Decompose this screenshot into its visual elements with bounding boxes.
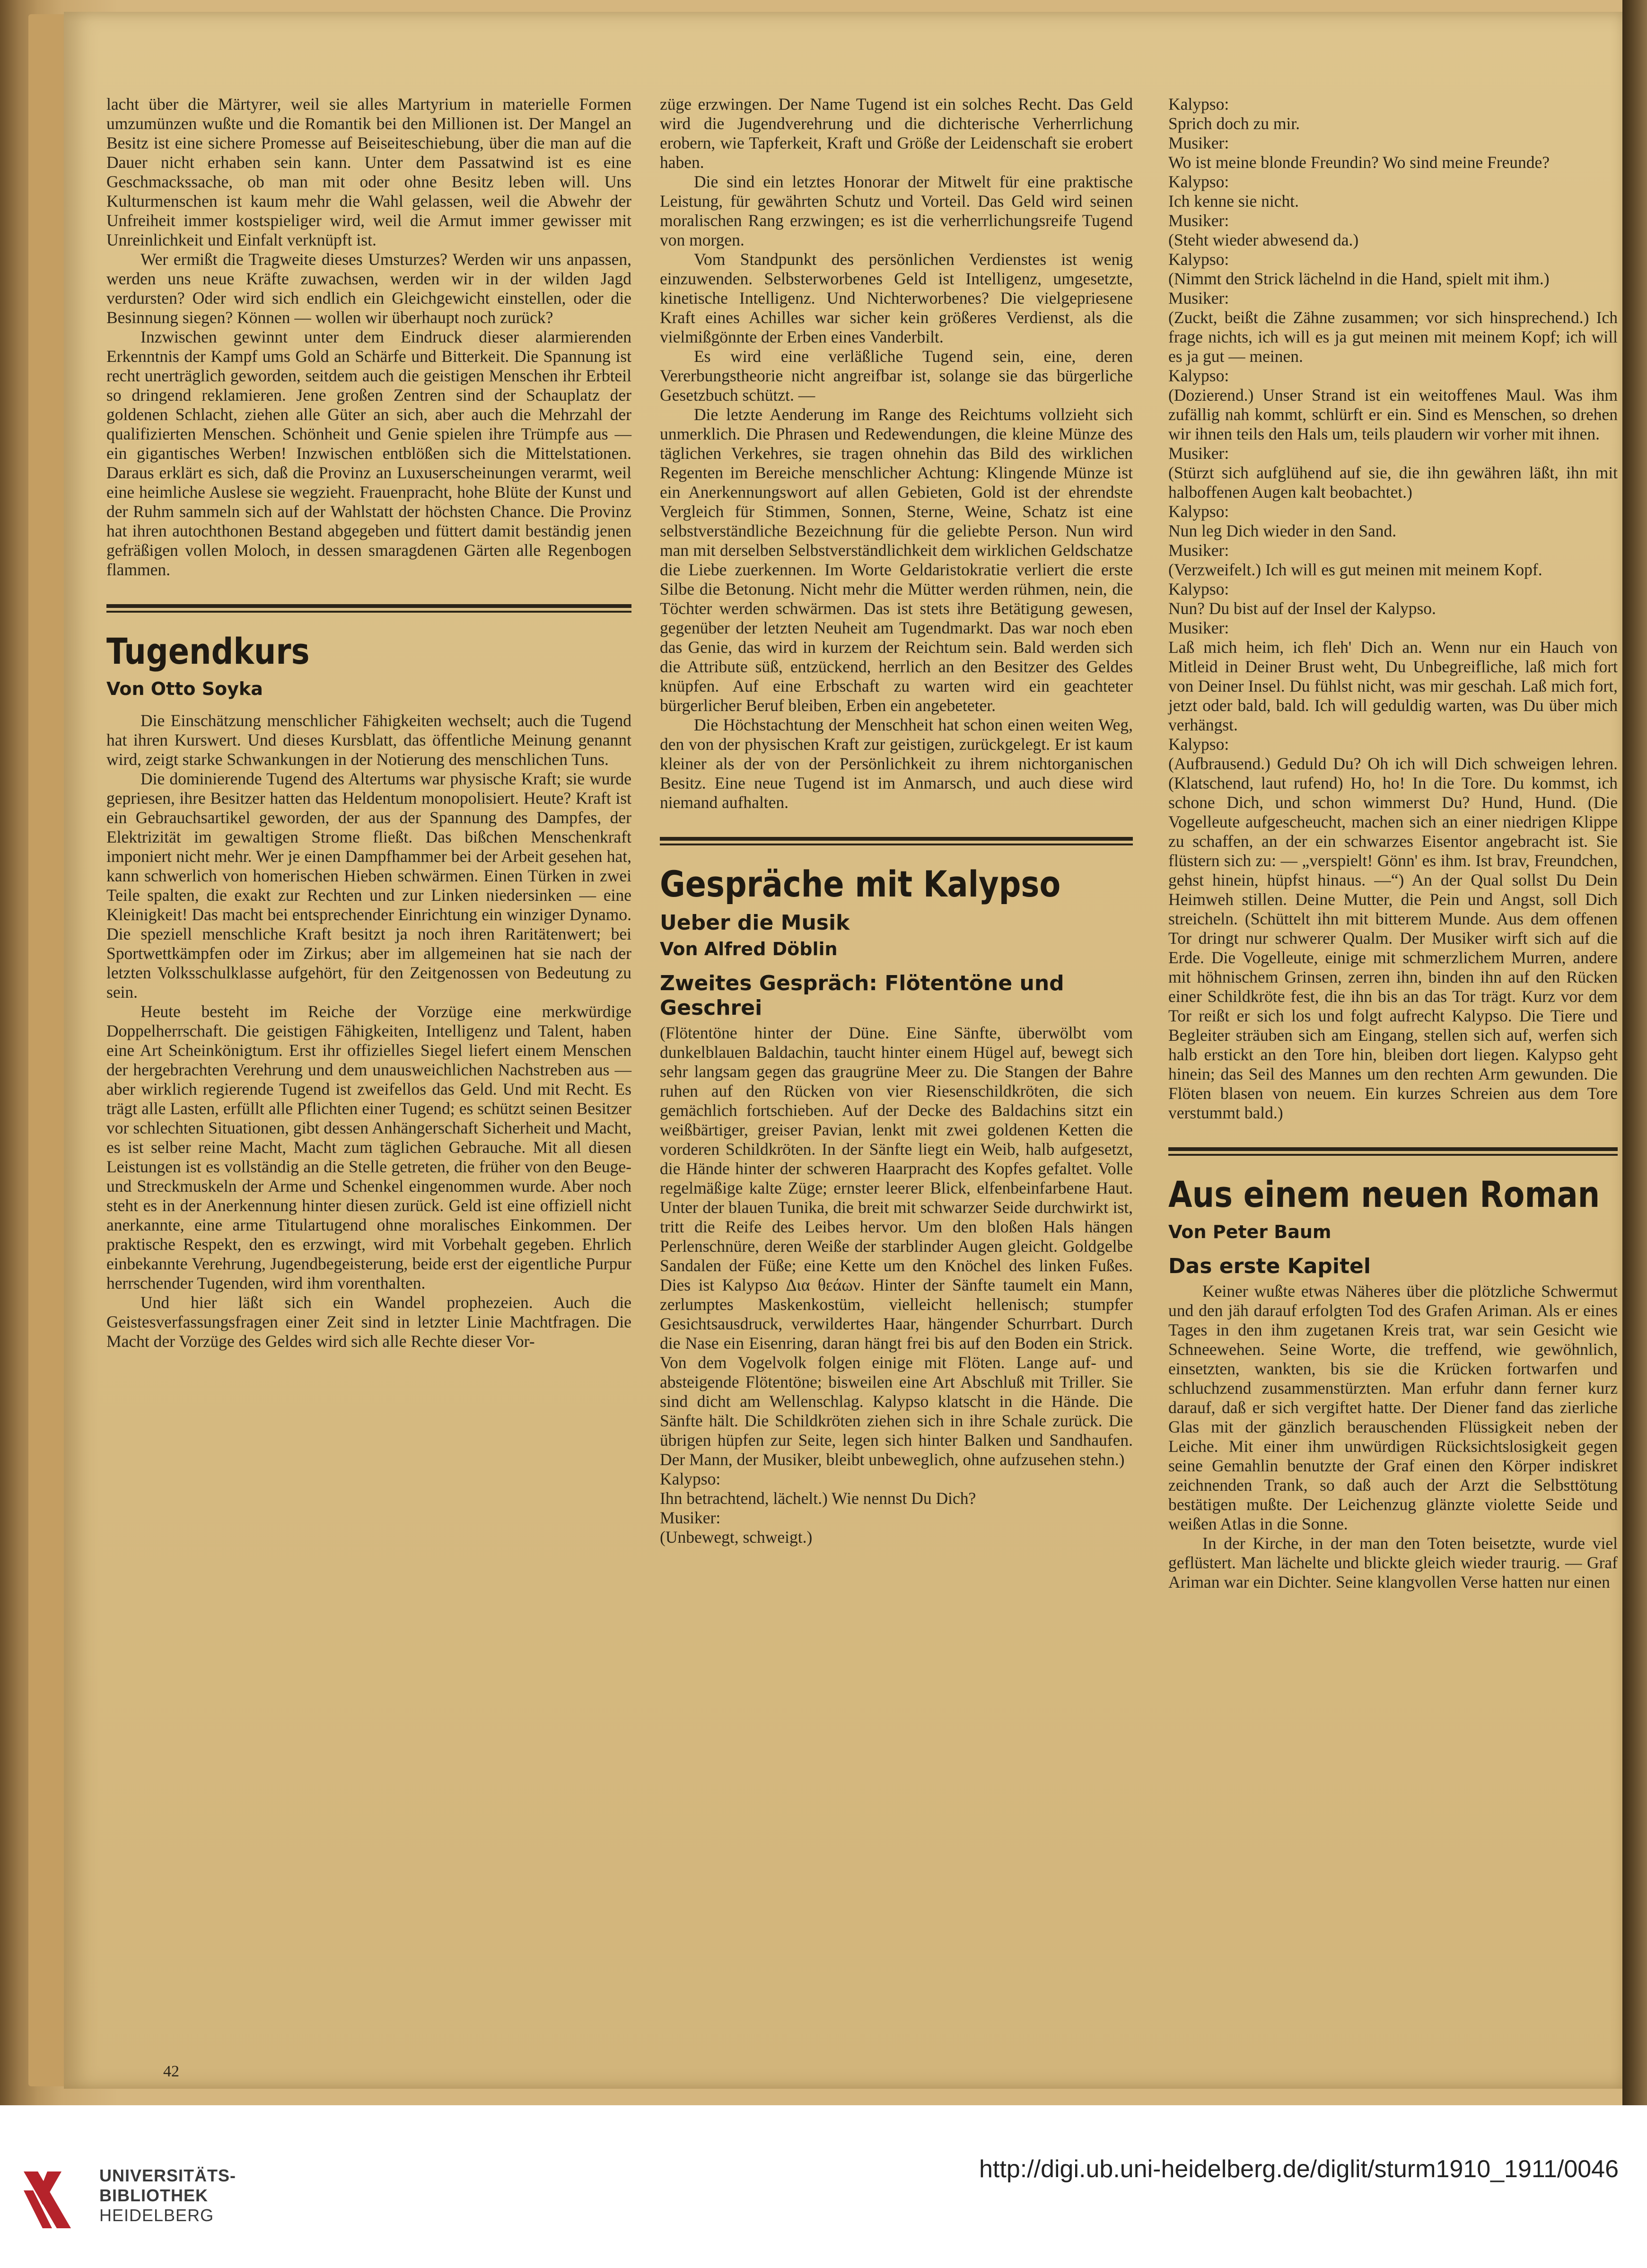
- dialogue-line: Kalypso:: [1168, 95, 1229, 114]
- footer-bar: [0, 2105, 1647, 2268]
- article-subtitle: Ueber die Musik: [660, 911, 850, 935]
- article-byline: Von Otto Soyka: [106, 678, 263, 699]
- paragraph: Und hier läßt sich ein Wandel prophezeien. Auch die Geistesverfassungsfragen einer Zeit sind in letzter Linie Machtfragen. Die Macht der Vorzüge des Geldes wird sich alle Rechte dieser Vor-: [106, 1293, 631, 1351]
- dialogue-line: Ich kenne sie nicht.: [1168, 192, 1299, 211]
- section-title: Das erste Kapitel: [1168, 1254, 1371, 1278]
- dialogue-line: Kalypso:: [1168, 735, 1229, 754]
- dialogue-line: Laß mich heim, ich fleh' Dich an. Wenn nur ein Hauch von Mitleid in Deiner Brust weht, Du Unbegreifliche, laß mich fort von Deiner Insel. Du fühlst nicht, was mir geschah. Laß mich fort, jetzt oder bald, bald. Ich will geduldig warten, was Du über mich verhängst.: [1168, 638, 1618, 734]
- dialogue-line: Kalypso:: [1168, 580, 1229, 598]
- binding-edge: [1622, 0, 1647, 2105]
- institution-name: [99, 2166, 236, 2225]
- dialogue-line: Kalypso:: [1168, 250, 1229, 269]
- dialogue-line: (Unbewegt, schweigt.): [660, 1528, 813, 1547]
- dialogue-line: (Verzweifelt.) Ich will es gut meinen mit meinem Kopf.: [1168, 560, 1542, 579]
- paragraph: Wer ermißt die Tragweite dieses Umsturzes? Werden wir uns anpassen, werden uns neue Kräfte zuwachsen, werden wir in der wilden Jagd verdursten? Oder wird sich endlich ein Gleichgewicht einstellen, oder die Besinnung siegen? Können — wollen wir überhaupt noch zurück?: [106, 250, 631, 327]
- paragraph: Die dominierende Tugend des Altertums war physische Kraft; sie wurde gepriesen, ihre Besitzer hatten das Heldentum monopolisiert. Heute? Kraft ist ein Gebrauchsartikel geworden, der aus der Spannung des Dampfes, der Elektrizität im gewaltigen Strome fließt. Das bißchen Menschenkraft imponiert nicht mehr. Wer je einen Dampfhammer bei der Arbeit gesehen hat, kann schwerlich von homerischen Hieben schwärmen. Einen Türken in zwei Teile spalten, die exakt zur Rechten und zur Linken niedersinken — eine Kleinigkeit! Das macht bei entsprechender Einrichtung ein winziger Dynamo. Die speziell menschliche Kraft besitzt ja noch ihren Raritätenwert; bei Sportwettkämpfen oder im Zirkus; aber im allgemeinen hat sie nach der letzten Volksschulklasse aufgehört, für den Zeitgenossen von Bedeutung zu sein.: [106, 769, 631, 1002]
- article-byline: Von Peter Baum: [1168, 1222, 1332, 1242]
- section-title: Zweites Gespräch: Flötentöne und Geschrei: [660, 971, 1064, 1020]
- dialogue-line: Musiker:: [1168, 541, 1229, 560]
- institution-line: HEIDELBERG: [99, 2206, 214, 2225]
- dialogue-line: Kalypso:: [1168, 366, 1229, 385]
- paragraph: Die letzte Aenderung im Range des Reichtums vollzieht sich unmerklich. Die Phrasen und Redewendungen, die kleine Münze des täglichen Verkehres, sie tragen ohnehin das Bild des wirklichen Regenten im Bereiche menschlicher Achtung: Klingende Münze ist ein Anerkennungswort auf allen Gebieten, Gold ist der ehrendste Vergleich für Stimmen, Sonnen, Sterne, Weine, Schatz ist eine selbstverständliche Bezeichnung für die geliebte Person. Nun wird man mit derselben Selbstverständlichkeit dem wirklichen Geldschatze die Liebe zuerkennen. Im Worte Geldaristokratie verliert die erste Silbe die Betonung. Nicht mehr die Mütter werden rühmen, nein, die Töchter werden schwärmen. Das ist stets ihre Betätigung gewesen, gegenüber der letzten Neuheit am Tugendmarkt. Das war noch eben das Genie, das wird in kurzem der Reichtum sein. Bald werden sich die Attribute süß, entzückend, herrlich an den Besitzer des Geldes knüpfen. Auf eine Erbschaft zu warten wird ein geachteter bürgerlicher Beruf bleiben, Erben ein angebeteter.: [660, 405, 1133, 715]
- dialogue-line: Nun leg Dich wieder in den Sand.: [1168, 521, 1397, 540]
- dialogue-line: Sprich doch zu mir.: [1168, 114, 1300, 133]
- paragraph: Heute besteht im Reiche der Vorzüge eine merkwürdige Doppelherrschaft. Die geistigen Fähigkeiten, Intelligenz und Talent, haben eine Art Scheinkönigtum. Erst ihr offizielles Siegel liefert einem Menschen der hergebrachten Verehrung und dem unausweichlichen Nachstreben aus — aber wirklich regierende Tugend ist zweifellos das Geld. Und mit Recht. Es trägt alle Lasten, erfüllt alle Pflichten einer Tugend; es schützt seinen Besitzer vor schlechten Situationen, gibt dessen Anhängerschaft Sicherheit und Macht, es ist selber reine Macht, Macht zum täglichen Gebrauche. Mit all diesen Leistungen ist es vollständig an die Stelle getreten, die früher von den Beuge- und Streckmuskeln der Arme und Schenkel eingenommen wurde. Aber noch steht es in der Anerkennung hinter diesen zurück. Geld ist eine offiziell nicht anerkannte, eine arme Titulartugend ohne moralisches Einkommen. Der praktische Respekt, den es erzwingt, wird mit Vorbehalt gegeben. Ehrlich einbekannte Verehrung, Jugendbegeisterung, beide erst der eigentliche Purpur herrschender Tugenden, wird ihm vorenthalten.: [106, 1002, 631, 1292]
- paragraph: Die Einschätzung menschlicher Fähigkeiten wechselt; auch die Tugend hat ihren Kurswert. Und dieses Kursblatt, das öffentliche Meinung genannt wird, zeigt starke Schwankungen in der Notierung des menschlichen Tuns.: [106, 711, 631, 769]
- institution-line: BIBLIOTHEK: [99, 2186, 208, 2205]
- article-headline: Aus einem neuen Roman: [1168, 1173, 1600, 1215]
- column-2: [660, 95, 1133, 1547]
- dialogue-line: Kalypso:: [1168, 502, 1229, 521]
- column-3: [1168, 95, 1618, 1592]
- paragraph: Es wird eine verläßliche Tugend sein, eine, deren Vererbungstheorie nicht angreifbar ist, solange sie das bürgerliche Gesetzbuch schützt. —: [660, 347, 1133, 404]
- dialogue-line: (Steht wieder abwesend da.): [1168, 230, 1359, 249]
- dialogue-line: Musiker:: [1168, 133, 1229, 152]
- dialogue-line: (Stürzt sich aufglühend auf sie, die ihn gewähren läßt, ihn mit halboffenen Augen kalt beobachtet.): [1168, 463, 1618, 501]
- section-divider: [1168, 1147, 1618, 1159]
- article-byline: Von Alfred Döblin: [660, 939, 838, 959]
- library-logo-icon: [19, 2162, 76, 2238]
- article-headline: Tugendkurs: [106, 630, 310, 672]
- dialogue-line: Kalypso:: [660, 1469, 721, 1488]
- section-divider: [106, 604, 631, 615]
- paragraph: In der Kirche, in der man den Toten beisetzte, wurde viel geflüstert. Man lächelte und blickte gleich wieder traurig. — Graf Ariman war ein Dichter. Seine klangvollen Verse hatten nur einen: [1168, 1534, 1618, 1591]
- paragraph: Keiner wußte etwas Näheres über die plötzliche Schwermut und den jäh darauf erfolgten Tod des Grafen Ariman. Als er eines Tages in den ihm zugetanen Kreis trat, war sein Gesicht wie Schneewehen. Seine Worte, die treffend, wie gewöhnlich, einsetzten, wankten, bis sie die Krücken fortwarfen und schluchzend zusammenstürzten. Man erfuhr dann ferner kurz darauf, daß er sich vergiftet hatte. Der Diener fand das zierliche Glas mit der gänzlich berauschenden Flüssigkeit neben der Leiche. Mit einer ihm unwürdigen Rücksichtslosigkeit gegen seine Gemahlin benutzte der Graf einen den Körper indiskret zeichnenden Trank, so daß auch der Arzt die Selbsttötung bestätigen mußte. Der Leichenzug glänzte violette Seide und weißen Atlas in die Sonne.: [1168, 1282, 1618, 1533]
- dialogue-line: Musiker:: [1168, 444, 1229, 463]
- page-number: 42: [163, 2063, 179, 2080]
- dialogue-line: Musiker:: [660, 1508, 721, 1527]
- stage-direction: (Flötentöne hinter der Düne. Eine Sänfte, überwölbt vom dunkelblauen Baldachin, taucht hinter einem Hügel auf, bewegt sich sehr langsam gegen das graugrüne Meer zu. Die Stangen der Bahre ruhen auf den Rücken von vier Riesenschildkröten, die sich gemächlich fortschieben. Auf der Decke des Baldachins sitzt ein weißbärtiger, greiser Pavian, lenkt mit zwei goldenen Ketten die vorderen Schildkröten. In der Sänfte liegt ein Weib, halb aufgesetzt, die Hände hinter der schweren Haarpracht des Kopfes gefaltet. Volle regelmäßige kalte Züge; ernster leerer Blick, elfenbeinfarbene Haut. Unter der blauen Tunika, die breit mit schwarzer Seide durchwirkt ist, tritt die Reife des Leibes hervor. Um den bloßen Hals hängen Perlenschnüre, deren Weiße der starblinder Augen gleicht. Goldgelbe Sandalen der Füße; eine Kette um den Knöchel des linken Fußes. Dies ist Kalypso Δια θεάων. Hinter der Sänfte taumelt ein Mann, zerlumptes Maskenkostüm, vielleicht hellenisch; stumpfer Gesichtsausdruck, verwildertes Haar, hängender Schurrbart. Durch die Nase ein Eisenring, daran hängt frei bis auf den Boden ein Strick. Von dem Vogelvolk folgen einige mit Flöten. Lange auf- und absteigende Flötentöne; bisweilen eine Art Abschluß mit Triller. Sie sind dicht am Wellenschlag. Kalypso klatscht in die Hände. Die Sänfte hält. Die Schildkröten ziehen sich in ihre Schale zurück. Die übrigen hüpfen zur Seite, legen sich hinter Balken und Sandhaufen. Der Mann, der Musiker, bleibt unbeweglich, ohne aufzusehen stehn.): [660, 1023, 1133, 1469]
- article-headline: Gespräche mit Kalypso: [660, 863, 1061, 905]
- dialogue: [1168, 95, 1618, 1123]
- column-1: [106, 95, 631, 1351]
- dialogue-line: Nun? Du bist auf der Insel der Kalypso.: [1168, 599, 1436, 618]
- dialogue-line: Wo ist meine blonde Freundin? Wo sind meine Freunde?: [1168, 153, 1550, 172]
- dialogue-line: Musiker:: [1168, 289, 1229, 308]
- paragraph: lacht über die Märtyrer, weil sie alles Martyrium in materielle Formen umzumünzen wußte und die Romantik bei den Millionen ist. Der Mangel an Besitz ist eine sichere Promesse auf Beiseiteschiebung, über die man auf die Dauer nicht erhaben sein kann. Unter dem Passatwind ist es eine Geschmackssache, ob man mit oder ohne Besitz leben will. Uns Kulturmenschen ist kaum mehr die Wahl gelassen, weil die Abwehr der Unfreiheit immer kostspieliger wird, weil die Armut immer gewisser mit Unreinlichkeit und Einfalt verknüpft ist.: [106, 95, 631, 249]
- section-divider: [660, 837, 1133, 848]
- dialogue-line: Kalypso:: [1168, 172, 1229, 191]
- dialogue-line: Musiker:: [1168, 211, 1229, 230]
- paragraph: Inzwischen gewinnt unter dem Eindruck dieser alarmierenden Erkenntnis der Kampf ums Gold an Schärfe und Bitterkeit. Die Spannung ist recht unerträglich geworden, seitdem auch die geistigen Menschen ihr Erbteil so dringend reklamieren. Jene großen Zentren sind der Schauplatz der goldenen Schlacht, ziehen alle Güter an sich, aber auch die Mehrzahl der qualifizierten Menschen. Schönheit und Genie spielen ihre Trümpfe aus — ein gigantisches Werben! Inzwischen entblößen sich die Mittelstationen. Daraus erklärt es sich, daß die Provinz an Luxuserscheinungen verarmt, weil eine heimliche Auslese sie wegzieht. Frauenpracht, hohe Blüte der Kunst und der Ruhm sammeln sich auf der Wahlstatt der höchsten Chance. Die Provinz hat ihren autochthonen Bestand abgegeben und füttert damit beständig jenen gefräßigen vollen Moloch, in dessen smaragdenen Gärten alle Regenbogen flammen.: [106, 327, 631, 579]
- dialogue-line: Musiker:: [1168, 618, 1229, 637]
- paragraph: Vom Standpunkt des persönlichen Verdienstes ist wenig einzuwenden. Selbsterworbenes Geld ist Intelligenz, umgesetzte, kinetische Intelligenz. Und Nichterworbenes? Die vielgepriesene Kraft eines Achilles war sicher kein größeres Verdienst, als die vielmißgönnte der Erben eines Vanderbilt.: [660, 250, 1133, 346]
- dialogue-line: (Zuckt, beißt die Zähne zusammen; vor sich hinsprechend.) Ich frage nichts, ich will es ja gut meinen mit meinem Kopf; ich will es ja gut — meinen.: [1168, 308, 1618, 366]
- dialogue: [660, 1469, 1133, 1547]
- paragraph: Die sind ein letztes Honorar der Mitwelt für eine praktische Leistung, für gewährten Schutz und Vorteil. Das Geld wird seinen moralischen Rang erzwingen; es ist die verherrlichungsreife Tugend von morgen.: [660, 172, 1133, 249]
- source-url[interactable]: http://digi.ub.uni-heidelberg.de/diglit/sturm1910_1911/0046: [979, 2155, 1619, 2183]
- paragraph: züge erzwingen. Der Name Tugend ist ein solches Recht. Das Geld wird die Jugendverehrung und die dichterische Verherrlichung erobern, wie Tapferkeit, Kraft und Größe der Leidenschaft sie erobert haben.: [660, 95, 1133, 172]
- dialogue-line: (Aufbrausend.) Geduld Du? Oh ich will Dich schweigen lehren. (Klatschend, laut rufend) Ho, ho! In die Tore. Du kommst, ich schone Dich, und schon wimmerst Du? Hund, Hund. (Die Vogelleute aufgescheucht, machen sich an einer niedrigen Klippe zu schaffen, an der ein schwarzes Eisentor angebracht ist. Sie flüstern sich zu: — „verspielt! Gönn' es ihm. Ist brav, Freundchen, gehst hinein, hüpfst hinaus. —“) An der Qual sollst Du Dein Heimweh stillen. Deine Mutter, die Pein und Angst, soll Dich streicheln. (Schüttelt ihn mit bitterem Munde. Aus dem offenen Tor dringt nur schwerer Qualm. Der Musiker wirft sich auf die Erde. Die Vogelleute, einige mit schmerzlichem Murren, andere mit höhnischem Grinsen, zerren ihn, binden ihn auf den Rücken einer Schildkröte fest, die ihn bis an das Tor trägt. Kurz vor dem Tor reißt er sich los und folgt aufrecht Kalypso. Die Tiere und Begleiter sträuben sich am Eingang, stellen sich auf, werfen sich halb erstickt an den Tore hin, bleiben dort liegen. Kalypso geht hinein; das Seil des Mannes um den rechten Arm gewunden. Die Flöten blasen von neuem. Ein kurzes Schreien aus dem Tore verstummt bald.): [1168, 754, 1618, 1122]
- dialogue-line: (Dozierend.) Unser Strand ist ein weitoffenes Maul. Was ihm zufällig nah kommt, schlürft er ein. Sind es Menschen, so drehen wir ihnen teils den Hals um, teils plaudern wir vorher mit ihnen.: [1168, 386, 1618, 443]
- dialogue-line: Ihn betrachtend, lächelt.) Wie nennst Du Dich?: [660, 1489, 976, 1508]
- paragraph: Die Höchstachtung der Menschheit hat schon einen weiten Weg, den von der physischen Kraft zur geistigen, zurückgelegt. Er ist kaum kleiner als der von der Persönlichkeit zu ihrem nichtorganischen Besitz. Eine neue Tugend ist im Anmarsch, und auch diese wird niemand aufhalten.: [660, 715, 1133, 812]
- dialogue-line: (Nimmt den Strick lächelnd in die Hand, spielt mit ihm.): [1168, 269, 1550, 288]
- institution-line: UNIVERSITÄTS-: [99, 2166, 237, 2185]
